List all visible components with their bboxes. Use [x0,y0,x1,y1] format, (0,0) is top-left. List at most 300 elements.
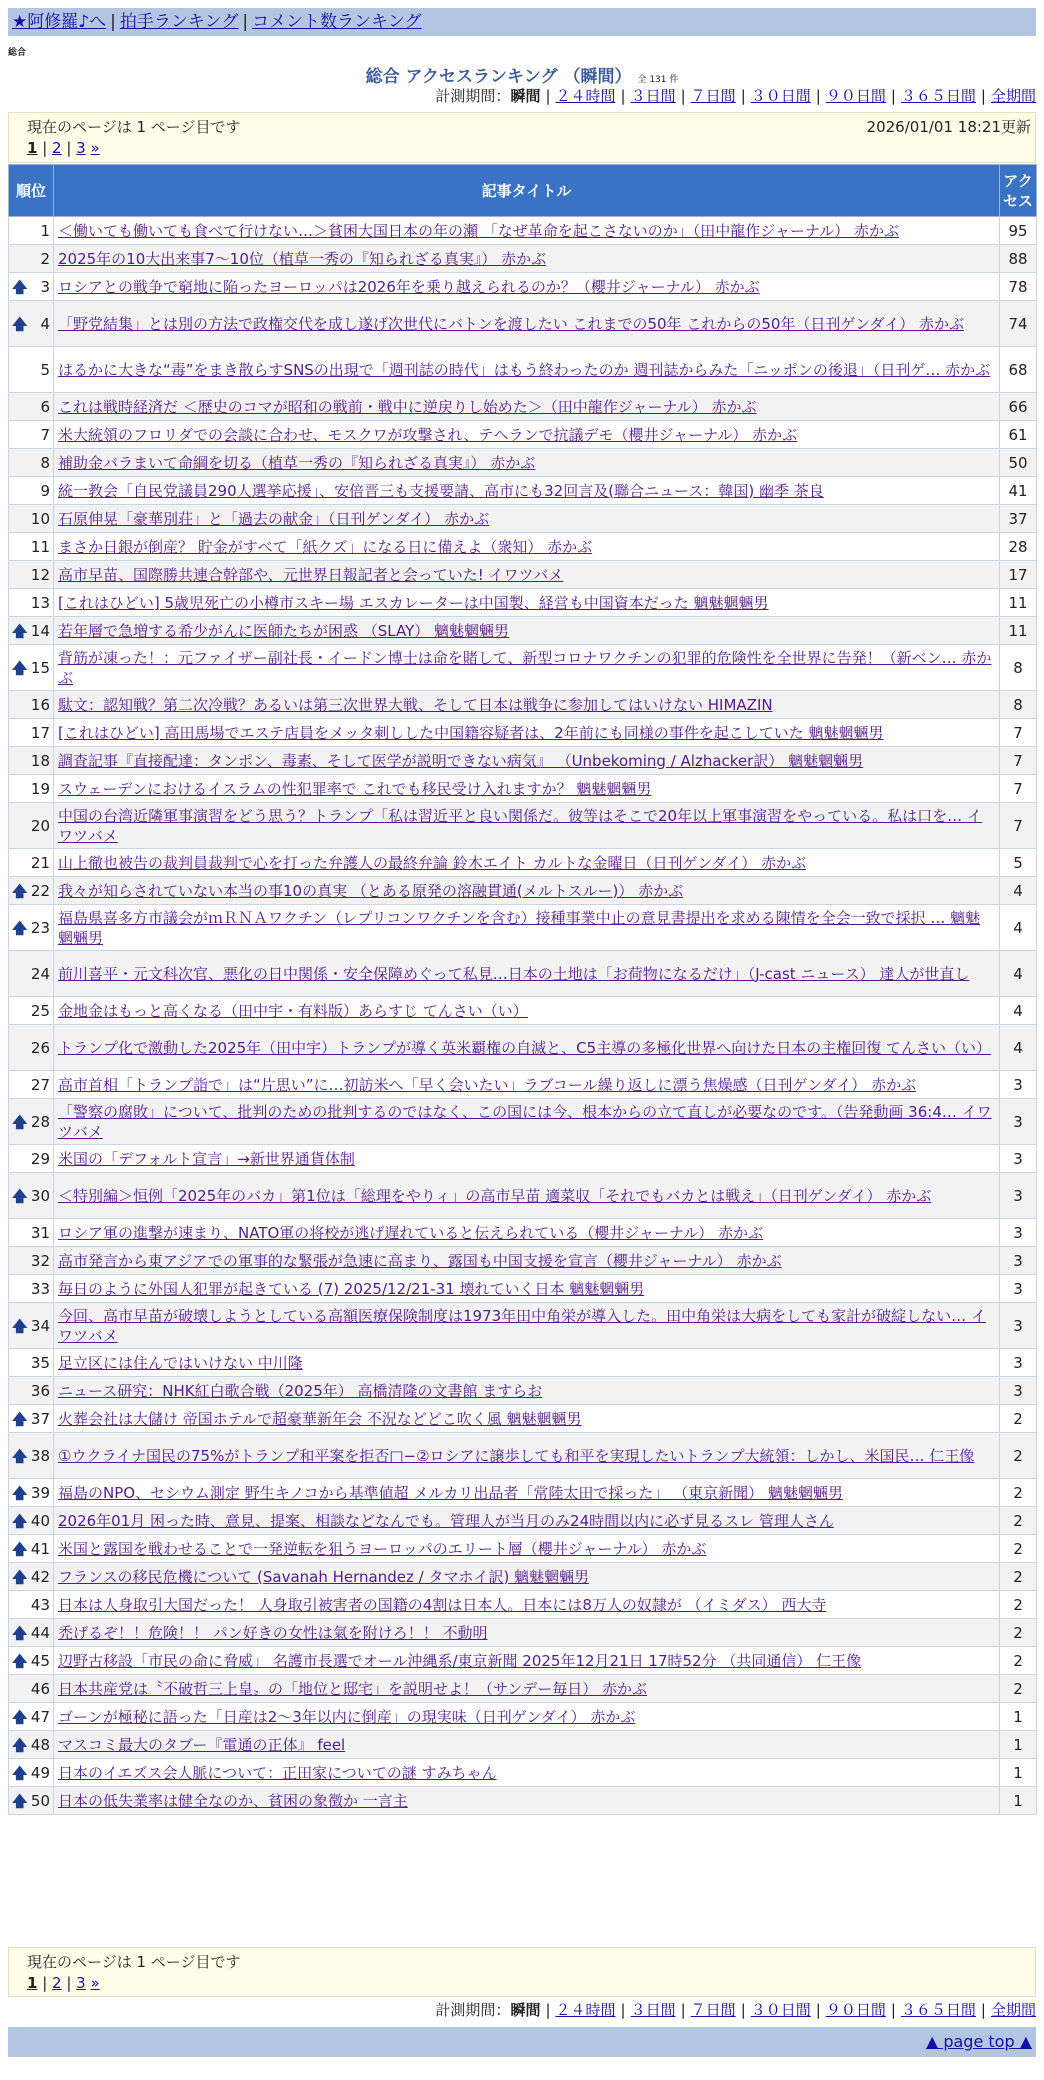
article-title-link[interactable]: 「警察の腐敗」について、批判のための批判するのではなく、この国には今、根本からの立て直しが必要なのです。（告発動画 36:4… イワツバメ [58,1102,992,1141]
period-current: 瞬間 [510,87,541,105]
table-row [9,849,1037,877]
page-top-link[interactable]: ▲ page top ▲ [925,2032,1032,2051]
article-title-link[interactable]: 若年層で急増する希少がんに医師たちが困惑 （SLAY） 魑魅魍魎男 [58,621,510,640]
table-row [9,1787,1037,1815]
rank-number: 45 [30,1651,50,1670]
title-cell [54,273,1000,301]
rank-number: 6 [40,397,50,416]
period-separator: | [890,87,896,105]
article-title-link[interactable]: 「野党結集」とは別の方法で政権交代を成し遂げ次世代にバトンを渡したい これまでの50年 これからの50年（日刊ゲンダイ） 赤かぶ [58,314,964,333]
article-title-link[interactable]: ゴーンが極秘に語った「日産は2〜3年以内に倒産」の現実味（日刊ゲンダイ） 赤かぶ [58,1707,636,1726]
rank-number: 10 [30,509,50,528]
table-row [9,1433,1037,1479]
table-row [9,421,1037,449]
table-row [9,1507,1037,1535]
up-arrow-icon: 🡅 [12,918,28,937]
access-count: 61 [1000,421,1037,449]
rank-number: 24 [30,964,50,983]
article-title-link[interactable]: スウェーデンにおけるイスラムの性犯罪率で これでも移民受け入れますか？ 魑魅魍魎男 [58,779,652,798]
up-arrow-icon: 🡅 [12,1623,28,1642]
access-count: 1 [1000,1759,1037,1787]
access-count: 2 [1000,1479,1037,1507]
rank-number: 47 [30,1707,50,1726]
page-link[interactable]: 2 [52,1974,62,1992]
period-separator: | [680,2001,686,2019]
period-separator: | [620,2001,626,2019]
access-count: 8 [1000,645,1037,691]
access-count: 3 [1000,1349,1037,1377]
title-cell [54,997,1000,1025]
rank-cell [9,217,54,245]
rank-number: 25 [30,1001,50,1020]
current-page: 1 [27,139,38,157]
table-row [9,1349,1037,1377]
rank-cell [9,449,54,477]
title-cell [54,1591,1000,1619]
table-row [9,301,1037,347]
rank-number: 29 [30,1149,50,1168]
article-title-link[interactable]: 米大統領のフロリダでの会談に合わせ、モスクワが攻撃され、テヘランで抗議デモ（櫻井ジャーナル） 赤かぶ [58,425,798,444]
period-separator: | [740,87,746,105]
article-title-link[interactable]: 米国と露国を戦わせることで一発逆転を狙うヨーロッパのエリート層（櫻井ジャーナル） 赤かぶ [58,1539,707,1558]
rank-number: 20 [30,816,50,835]
rank-cell [9,691,54,719]
table-row [9,533,1037,561]
article-title-link[interactable]: [これはひどい] 5歳児死亡の小樽市スキー場 エスカレーターは中国製、経営も中国資本だった 魑魅魍魎男 [58,593,769,612]
access-count: 2 [1000,1405,1037,1433]
table-row [9,1405,1037,1433]
rank-number: 27 [30,1075,50,1094]
access-count: 3 [1000,1145,1037,1173]
table-row [9,217,1037,245]
rank-cell [9,1563,54,1591]
title-cell [54,1247,1000,1275]
table-row [9,393,1037,421]
title-cell [54,533,1000,561]
pager-top [8,112,1036,163]
title-cell [54,477,1000,505]
rank-number: 49 [30,1763,50,1782]
up-arrow-icon: 🡅 [12,1707,28,1726]
rank-cell [9,347,54,393]
nav-applause-ranking-link[interactable]: 拍手ランキング [119,12,239,32]
title-cell [54,301,1000,347]
period-separator: | [890,2001,896,2019]
next-page-link[interactable]: » [90,139,100,157]
access-count: 3 [1000,1275,1037,1303]
nav-separator: | [110,12,116,32]
rank-number: 7 [40,425,50,444]
access-count: 88 [1000,245,1037,273]
table-header-row [9,165,1037,217]
period-separator: | [680,87,686,105]
article-title-link[interactable]: 高市首相「トランプ詣で」は“片思い”に…初訪米へ「早く会いたい」ラブコール繰り返しに漂う焦燥感（日刊ゲンダイ） 赤かぶ [58,1075,917,1094]
top-nav-bar [8,8,1036,36]
period-option-link[interactable]: ７日間 [690,87,736,105]
rank-number: 14 [30,621,50,640]
period-option-link[interactable]: 全期間 [990,87,1036,105]
title-cell [54,505,1000,533]
page-link[interactable]: 3 [76,139,86,157]
title-cell [54,245,1000,273]
table-row [9,1377,1037,1405]
article-title-link[interactable]: 辺野古移設「市民の命に脅威」 名護市長選でオール沖縄系/東京新聞 2025年12月21日 17時52分 （共同通信） 仁王像 [58,1651,862,1670]
access-count: 8 [1000,691,1037,719]
rank-number: 8 [40,453,50,472]
article-title-link[interactable]: はるかに大きな“毒”をまき散らすSNSの出現で「週刊誌の時代」はもう終わったのか 週刊誌からみた「ニッポンの後退」（日刊ゲ… 赤かぶ [58,360,991,379]
up-arrow-icon: 🡅 [12,881,28,900]
rank-number: 33 [30,1279,50,1298]
article-title-link[interactable]: これは戦時経済だ ＜歴史のコマが昭和の戦前・戦中に逆戻りし始めた＞（田中龍作ジャーナル） 赤かぶ [58,397,757,416]
access-count: 68 [1000,347,1037,393]
rank-cell [9,561,54,589]
rank-number: 2 [40,249,50,268]
access-count: 78 [1000,273,1037,301]
page-link[interactable]: 3 [76,1974,86,1992]
article-title-link[interactable]: 日本の低失業率は健全なのか、貧困の象徴か 一言主 [58,1791,408,1810]
title-cell [54,421,1000,449]
article-title-link[interactable]: ニュース研究：NHK紅白歌合戦（2025年） 高橋清隆の文書館 ますらお [58,1381,543,1400]
period-separator: | [815,87,821,105]
column-header-rank: 順位 [9,165,54,217]
up-arrow-icon: 🡅 [12,1539,28,1558]
article-title-link[interactable]: ＜特別編＞恒例「2025年のバカ」第1位は「総理をやりィ」の高市早苗 適菜収「それでもバカとは戦え」（日刊ゲンダイ） 赤かぶ [58,1186,932,1205]
title-cell [54,561,1000,589]
access-count: 1 [1000,1703,1037,1731]
article-title-link[interactable]: 足立区には住んではいけない 中川隆 [58,1353,303,1372]
up-arrow-icon: 🡅 [12,1511,28,1530]
up-arrow-icon: 🡅 [12,658,28,677]
rank-number: 26 [30,1038,50,1057]
access-count: 1 [1000,1731,1037,1759]
title-cell [54,1703,1000,1731]
rank-number: 42 [30,1567,50,1586]
table-row [9,645,1037,691]
access-count: 2 [1000,1647,1037,1675]
period-option-link[interactable]: ３０日間 [750,87,811,105]
period-separator: | [545,87,551,105]
rank-cell [9,1787,54,1815]
rank-cell [9,1535,54,1563]
rank-cell [9,1219,54,1247]
up-arrow-icon: 🡅 [12,1791,28,1810]
period-label: 計測期間： [435,87,511,105]
access-count: 11 [1000,617,1037,645]
table-row [9,1275,1037,1303]
page-separator: | [61,1974,77,1992]
rank-cell [9,1479,54,1507]
rank-cell [9,1675,54,1703]
rank-number: 41 [30,1539,50,1558]
table-row [9,617,1037,645]
rank-cell [9,505,54,533]
period-option-link[interactable]: ９０日間 [825,2001,886,2019]
pager-bottom [8,1947,1036,1997]
table-row [9,561,1037,589]
title-cell [54,1219,1000,1247]
nav-separator: | [242,12,249,32]
rank-number: 9 [40,481,50,500]
category-label: 総合 [8,48,27,58]
footer-bar [8,2027,1036,2057]
page-link[interactable]: 2 [52,139,62,157]
access-count: 2 [1000,1535,1037,1563]
title-cell [54,1071,1000,1099]
article-title-link[interactable]: 日本は人身取引大国だった！ 人身取引被害者の国籍の4割は日本人。日本には8万人の奴隷が （イミダス） 西大寺 [58,1595,827,1614]
table-row [9,1303,1037,1349]
article-title-link[interactable]: 米国の「デフォルト宣言」→新世界通貨体制 [58,1149,355,1168]
article-title-link[interactable]: 調査記事『直接配達：タンポン、毒素、そして医学が説明できない病気』 （Unbekoming / Alzhacker訳） 魑魅魍魎男 [58,751,864,770]
article-title-link[interactable]: 背筋が凍った！：元ファイザー副社長・イードン博士は命を賭して、新型コロナワクチンの犯罪的危険性を全世界に告発！（新ベン… 赤かぶ [58,648,992,687]
total-count: 全 131 件 [637,75,679,85]
title-cell [54,1563,1000,1591]
nav-home-link[interactable]: ★阿修羅♪へ [12,12,107,32]
title-cell [54,1377,1000,1405]
article-title-link[interactable]: 補助金バラまいて命綱を切る（植草一秀の『知られざる真実』） 赤かぶ [58,453,536,472]
title-cell [54,1303,1000,1349]
access-count: 7 [1000,775,1037,803]
table-row [9,1247,1037,1275]
rank-number: 48 [30,1735,50,1754]
access-count: 4 [1000,877,1037,905]
rank-number: 11 [30,537,50,556]
article-title-link[interactable]: 福島県喜多方市議会がｍＲＮＡワクチン（レプリコンワクチンを含む）接種事業中止の意見書提出を求める陳情を全会一致で採択 … 魑魅魍魎男 [58,908,981,947]
title-cell [54,691,1000,719]
title-cell [54,347,1000,393]
rank-cell [9,617,54,645]
article-title-link[interactable]: 金地金はもっと高くなる（田中宇・有料版）あらすじ てんさい（い） [58,1001,528,1020]
rank-number: 5 [40,360,50,379]
article-title-link[interactable]: トランプ化で激動した2025年（田中宇）トランプが導く英米覇権の自滅と、C5主導の多極化世界へ向けた日本の主権回復 てんさい（い） [58,1038,991,1057]
table-row [9,589,1037,617]
article-title-link[interactable]: 高市早苗、国際勝共連合幹部や、元世界日報記者と会っていた! イワツバメ [58,565,564,584]
up-arrow-icon: 🡅 [12,1651,28,1670]
access-count: 4 [1000,905,1037,951]
access-count: 3 [1000,1173,1037,1219]
rank-number: 30 [30,1186,50,1205]
period-option-link[interactable]: ２４時間 [555,2001,616,2019]
title-cell [54,217,1000,245]
rank-number: 1 [40,221,50,240]
title-cell [54,1647,1000,1675]
rank-number: 3 [40,277,50,296]
pager-status: 現在のページは 1 ページ目です [27,1953,241,1971]
rank-number: 31 [30,1223,50,1242]
article-title-link[interactable]: 日本のイエズス会人脈について：正田家についての謎 すみちゃん [58,1763,497,1782]
article-title-link[interactable]: 福島のNPO、セシウム測定 野生キノコから基準値超 メルカリ出品者「常陸太田で採った」 （東京新聞） 魑魅魍魎男 [58,1483,843,1502]
table-row [9,1563,1037,1591]
article-title-link[interactable]: ＜働いても働いても食べて行けない…＞貧困大国日本の年の瀬 「なぜ革命を起こさないのか」（田中龍作ジャーナル） 赤かぶ [58,221,899,240]
article-title-link[interactable]: 統一教会「自民党議員290人選挙応援」、安倍晋三も支援要請、高市にも32回言及(聯合ニュース：韓国) 幽季 茶良 [58,481,824,500]
title-cell [54,1099,1000,1145]
access-count: 74 [1000,301,1037,347]
article-title-link[interactable]: 日本共産党は〝不破哲三上皇〟の「地位と邸宅」を説明せよ！（サンデー毎日） 赤かぶ [58,1679,648,1698]
current-page: 1 [27,1974,38,1992]
title-cell [54,1405,1000,1433]
rank-cell [9,1377,54,1405]
rank-number: 34 [30,1316,50,1335]
title-cell [54,719,1000,747]
up-arrow-icon: 🡅 [12,277,28,296]
access-count: 3 [1000,1247,1037,1275]
table-row [9,245,1037,273]
up-arrow-icon: 🡅 [12,1446,28,1465]
period-separator: | [620,87,626,105]
page-title: 総合 アクセスランキング （瞬間） [365,67,632,87]
rank-number: 21 [30,853,50,872]
column-header-title: 記事タイトル [54,165,1000,217]
table-row [9,1759,1037,1787]
period-option-link[interactable]: 全期間 [990,2001,1036,2019]
rank-number: 50 [30,1791,50,1810]
rank-cell [9,477,54,505]
rank-cell [9,1071,54,1099]
table-row [9,1535,1037,1563]
table-row [9,1099,1037,1145]
access-count: 11 [1000,589,1037,617]
table-row [9,1703,1037,1731]
rank-number: 44 [30,1623,50,1642]
page-separator: | [37,139,53,157]
rank-number: 40 [30,1511,50,1530]
title-cell [54,877,1000,905]
article-title-link[interactable]: 今回、高市早苗が破壊しようとしている高額医療保険制度は1973年田中角栄が導入した。田中角栄は大病をしても家計が破綻しない… イワツバメ [58,1306,986,1345]
up-arrow-icon: 🡅 [12,314,28,333]
rank-cell [9,393,54,421]
title-cell [54,849,1000,877]
article-title-link[interactable]: まさか日銀が倒産？ 貯金がすべて「紙クズ」になる日に備えよ（衆知） 赤かぶ [58,537,593,556]
table-row [9,747,1037,775]
title-cell [54,1675,1000,1703]
table-row [9,997,1037,1025]
access-count: 50 [1000,449,1037,477]
rank-number: 28 [30,1112,50,1131]
table-row [9,1591,1037,1619]
article-title-link[interactable]: 高市発言から東アジアでの軍事的な緊張が急速に高まり、露国も中国支援を宣言（櫻井ジャーナル） 赤かぶ [58,1251,782,1270]
next-page-link[interactable]: » [90,1974,100,1992]
rank-number: 43 [30,1595,50,1614]
period-option-link[interactable]: ３６５日間 [900,87,976,105]
period-separator: | [740,2001,746,2019]
article-title-link[interactable]: 石原伸晃「豪華別荘」と「過去の献金」（日刊ゲンダイ） 赤かぶ [58,509,490,528]
ranking-table [8,164,1037,1815]
article-title-link[interactable]: ①ウクライナ国民の75%がトランプ和平案を拒否□−②ロシアに譲歩しても和平を実現したいトランプ大統領：しかし、米国民… 仁王像 [58,1446,975,1465]
table-row [9,877,1037,905]
article-title-link[interactable]: ロシアとの戦争で窮地に陥ったヨーロッパは2026年を乗り越えられるのか？（櫻井ジャーナル） 赤かぶ [58,277,760,296]
period-option-link[interactable]: ３６５日間 [900,2001,976,2019]
rank-cell [9,1173,54,1219]
article-title-link[interactable]: 前川喜平・元文科次官、悪化の日中関係・安全保障めぐって私見…日本の土地は「お荷物になるだけ」（J-cast ニュース） 達人が世直し [58,964,970,983]
period-selector-bottom [435,2000,1036,2020]
up-arrow-icon: 🡅 [12,621,28,640]
article-title-link[interactable]: フランスの移民危機について (Savanah Hernandez / タマホイ訳) 魑魅魍魎男 [58,1567,590,1586]
rank-number: 23 [30,918,50,937]
table-row [9,1219,1037,1247]
rank-cell [9,645,54,691]
access-count: 2 [1000,1619,1037,1647]
period-option-link[interactable]: ３日間 [630,87,676,105]
up-arrow-icon: 🡅 [12,1735,28,1754]
table-row [9,273,1037,301]
title-cell [54,617,1000,645]
period-option-link[interactable]: ３日間 [630,2001,676,2019]
period-option-link[interactable]: ９０日間 [825,87,886,105]
nav-comment-ranking-link[interactable]: コメント数ランキング [252,12,422,32]
article-title-link[interactable]: 中国の台湾近隣軍事演習をどう思う？トランプ「私は習近平と良い関係だ。彼等はそこで20年以上軍事演習をやっている。私は口を… イワツバメ [58,806,982,845]
title-cell [54,1535,1000,1563]
rank-cell [9,849,54,877]
period-separator: | [545,2001,551,2019]
period-separator: | [980,87,986,105]
access-count: 3 [1000,1303,1037,1349]
rank-number: 18 [30,751,50,770]
title-cell [54,747,1000,775]
access-count: 5 [1000,849,1037,877]
article-title-link[interactable]: [これはひどい] 高田馬場でエステ店員をメッタ刺しした中国籍容疑者は、2年前にも同様の事件を起こしていた 魑魅魍魎男 [58,723,884,742]
article-title-link[interactable]: ロシア軍の進撃が速まり、NATO軍の将校が逃げ遅れていると伝えられている（櫻井ジャーナル） 赤かぶ [58,1223,764,1242]
title-cell [54,905,1000,951]
title-cell [54,775,1000,803]
rank-number: 15 [30,658,50,677]
table-row [9,1173,1037,1219]
column-header-access: アクセス [1000,165,1037,217]
title-cell [54,449,1000,477]
title-cell [54,1759,1000,1787]
table-row [9,803,1037,849]
title-cell [54,1787,1000,1815]
period-option-link[interactable]: ２４時間 [555,87,616,105]
article-title-link[interactable]: マスコミ最大のタブー『電通の正体』 feel [58,1735,346,1754]
article-title-link[interactable]: 禿げるぞ！！危険！！ パン好きの女性は氣を附けろ！！ 不動明 [58,1623,488,1642]
article-title-link[interactable]: 我々が知らされていない本当の事10の真実 （とある原発の溶融貫通(メルトスルー)） 赤かぶ [58,881,684,900]
table-row [9,1025,1037,1071]
access-count: 4 [1000,951,1037,997]
rank-number: 35 [30,1353,50,1372]
rank-cell [9,1145,54,1173]
article-title-link[interactable]: 毎日のように外国人犯罪が起きている (7) 2025/12/21-31 壊れていく日本 魑魅魍魎男 [58,1279,645,1298]
rank-cell [9,301,54,347]
page-separator: | [37,1974,53,1992]
period-label: 計測期間： [435,2001,511,2019]
article-title-link[interactable]: 2025年の10大出来事7〜10位（植草一秀の『知られざる真実』） 赤かぶ [58,249,547,268]
article-title-link[interactable]: 駄文：認知戦？第二次冷戦？あるいは第三次世界大戦、そして日本は戦争に参加してはいけない HIMAZIN [58,695,773,714]
table-row [9,1619,1037,1647]
article-title-link[interactable]: 2026年01月 困った時、意見、提案、相談などなんでも。管理人が当月のみ24時間以内に必ず見るスレ 管理人さん [58,1511,834,1530]
rank-cell [9,1647,54,1675]
title-cell [54,1145,1000,1173]
article-title-link[interactable]: 山上徹也被告の裁判員裁判で心を打った弁護人の最終弁論 鈴木エイト カルトな金曜日（日刊ゲンダイ） 赤かぶ [58,853,807,872]
period-option-link[interactable]: ７日間 [690,2001,736,2019]
access-count: 3 [1000,1377,1037,1405]
rank-number: 4 [40,314,50,333]
table-row [9,719,1037,747]
article-title-link[interactable]: 火葬会社は大儲け 帝国ホテルで超豪華新年会 不況などどこ吹く風 魑魅魍魎男 [58,1409,582,1428]
title-cell [54,951,1000,997]
rank-number: 37 [30,1409,50,1428]
period-option-link[interactable]: ３０日間 [750,2001,811,2019]
title-cell [54,1479,1000,1507]
title-cell [54,645,1000,691]
access-count: 3 [1000,1071,1037,1099]
table-row [9,1071,1037,1099]
updated-timestamp: 2026/01/01 18:21更新 [866,118,1031,136]
rank-cell [9,1303,54,1349]
rank-number: 19 [30,779,50,798]
rank-number: 22 [30,881,50,900]
access-count: 4 [1000,997,1037,1025]
up-arrow-icon: 🡅 [12,1112,28,1131]
rank-number: 16 [30,695,50,714]
